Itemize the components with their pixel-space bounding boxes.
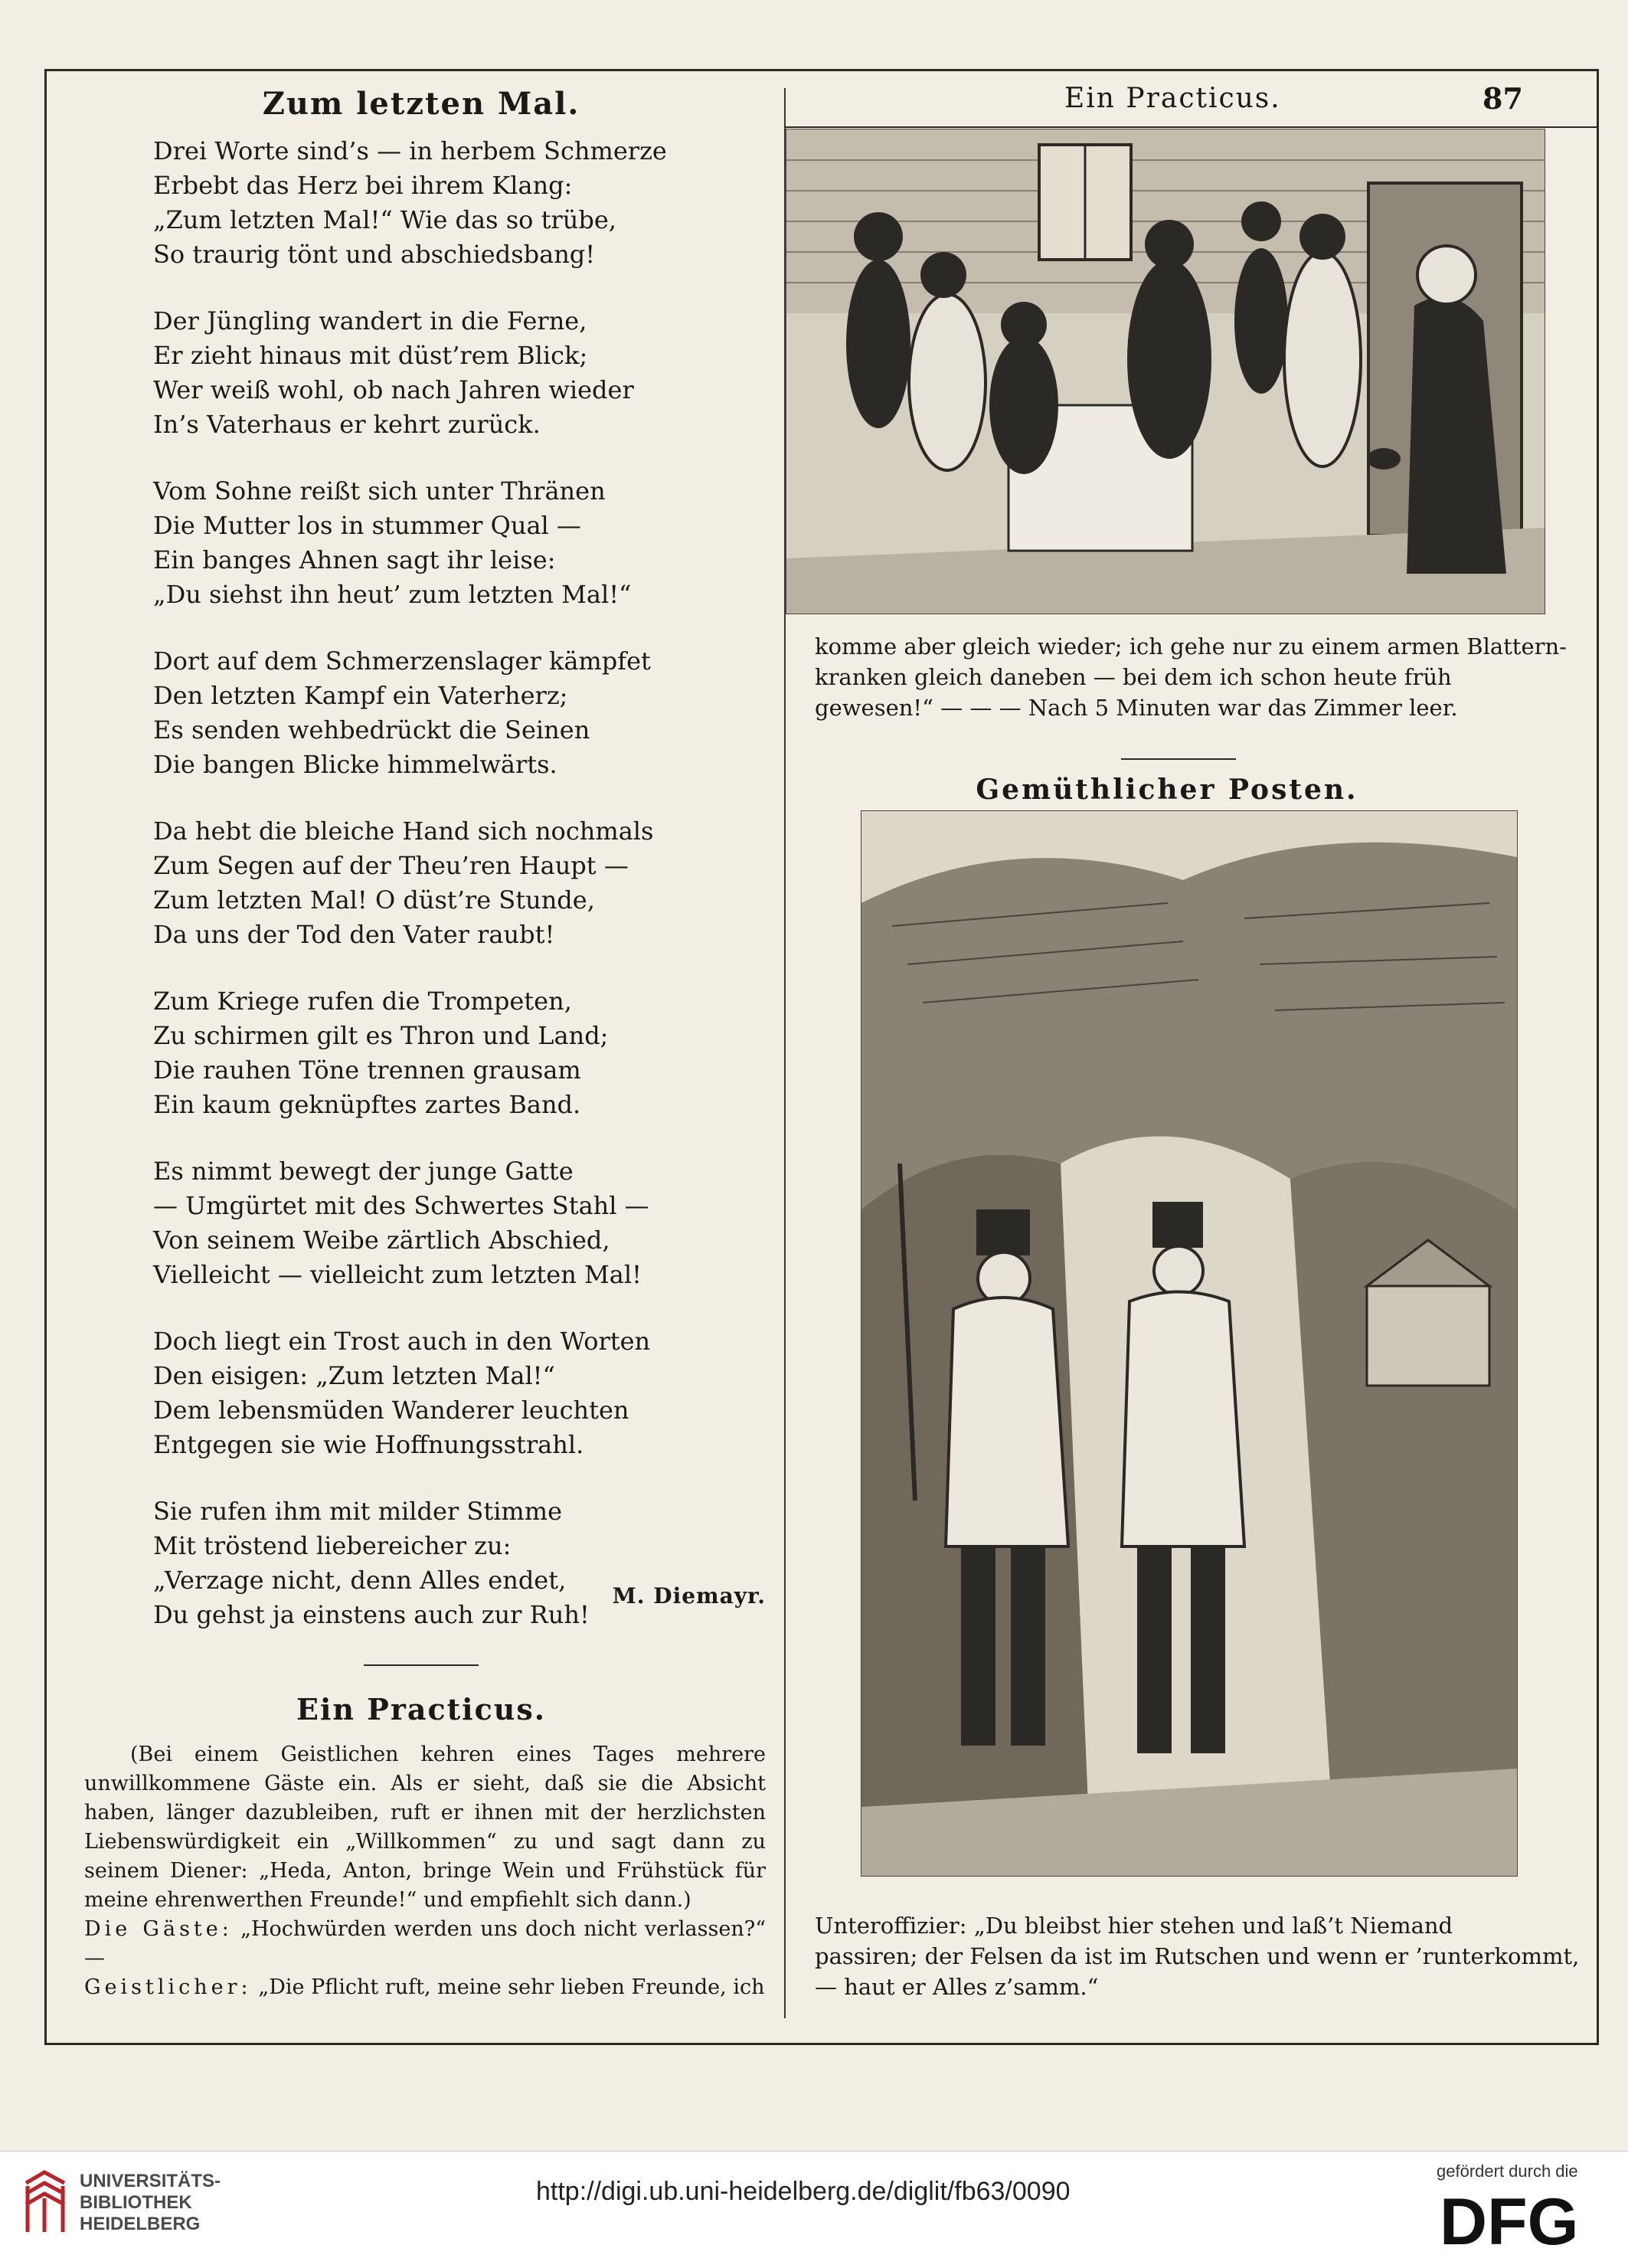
woodcut-soldiers-rock <box>861 811 1517 1876</box>
caption-line: passiren; der Felsen da ist im Rutschen und wenn er ’runterkommt, <box>815 1943 1580 1969</box>
speaker-label: Die Gäste: <box>84 1917 233 1941</box>
illustration-practicus <box>786 129 1545 614</box>
poem-line: Zum Segen auf der Theu’ren Haupt — <box>153 851 629 880</box>
permalink-url[interactable]: http://digi.ub.uni-heidelberg.de/diglit/fb63/0090 <box>536 2177 1071 2206</box>
speech-text: „Hochwürden werden uns doch nicht verlassen?“ — <box>84 1917 766 1970</box>
university-library-logo-icon <box>21 2168 69 2237</box>
continuation-line: gewesen!“ — — — Nach 5 Minuten war das Zimmer leer. <box>815 695 1458 721</box>
poem-line: Zu schirmen gilt es Thron und Land; <box>153 1021 609 1050</box>
poem-line: Ein banges Ahnen sagt ihr leise: <box>153 545 556 574</box>
poem-line: Zum Kriege rufen die Trompeten, <box>153 987 572 1016</box>
poem-line: So traurig tönt und abschiedsbang! <box>153 240 596 269</box>
poem-line: Die bangen Blicke himmelwärts. <box>153 750 557 779</box>
practicus-dialogue-1 <box>84 1915 766 1973</box>
poem-line: Vielleicht — vielleicht zum letzten Mal! <box>153 1260 642 1289</box>
poem-stanza-6 <box>153 984 766 1122</box>
poem-line: Sie rufen ihm mit milder Stimme <box>153 1497 563 1526</box>
funder-name: DFG <box>1440 2188 1579 2250</box>
practicus-intro: (Bei einem Geistlichen kehren eines Tages mehrere unwillkommene Gäste ein. Als er sieht, daß sie die Absicht haben, länger dazubleiben, ruft er ihnen mit der herzlichsten Liebenswürdigkeit ein „Willkommen“ zu und sagt dann zu seinem Diener: „Heda, Anton, bringe Wein und Frühstück für meine ehrenwerthen Freunde!“ und empfiehlt sich dann.) <box>84 1743 766 1912</box>
uni-name-line: UNIVERSITÄTS- <box>80 2171 221 2191</box>
section-divider <box>1121 758 1236 760</box>
poem-line: Die rauhen Töne trennen grausam <box>153 1055 581 1085</box>
uni-name-line: HEIDELBERG <box>80 2214 201 2234</box>
poem-line: Vom Sohne reißt sich unter Thränen <box>153 476 606 506</box>
poem-stanza-4 <box>153 644 766 782</box>
university-library-name <box>80 2171 221 2235</box>
footer-bar <box>0 2151 1628 2268</box>
poem-line: Der Jüngling wandert in die Ferne, <box>153 306 587 335</box>
funded-by-label: gefördert durch die <box>1437 2162 1578 2181</box>
poem-line: Dort auf dem Schmerzenslager kämpfet <box>153 646 651 676</box>
caption-line: — haut er Alles z’samm.“ <box>815 1974 1099 2000</box>
woodcut-guests-scene <box>786 129 1545 614</box>
poem-line: Da uns der Tod den Vater raubt! <box>153 920 555 949</box>
practicus-text <box>84 1740 766 2002</box>
poem-line: „Zum letzten Mal!“ Wie das so trübe, <box>153 205 616 234</box>
poem-stanza-2 <box>153 304 766 442</box>
posten-title: Gemüthlicher Posten. <box>976 774 1358 806</box>
left-column <box>77 77 766 2002</box>
poem-line: Doch liegt ein Trost auch in den Worten <box>153 1327 651 1356</box>
running-title: Ein Practicus. <box>1064 83 1281 114</box>
continuation-line: kranken gleich daneben — bei dem ich schon heute früh <box>815 664 1452 690</box>
poem-stanza-1 <box>153 134 766 272</box>
caption-line: Unteroffizier: „Du bleibst hier stehen und laß’t Niemand <box>815 1913 1453 1939</box>
poem-line: Den eisigen: „Zum letzten Mal!“ <box>153 1361 555 1390</box>
poem-stanza-5 <box>153 814 766 952</box>
posten-caption <box>815 1910 1580 2002</box>
poem-line: Drei Worte sind’s — in herbem Schmerze <box>153 136 667 165</box>
poem-line: Erbebt das Herz bei ihrem Klang: <box>153 171 573 200</box>
speech-text: „Die Pflicht ruft, meine sehr lieben Freunde, ich <box>258 1975 765 1999</box>
illustration-posten <box>861 810 1518 1877</box>
poem-line: Da hebt die bleiche Hand sich nochmals <box>153 817 654 846</box>
poem-stanza-9 <box>153 1494 766 1632</box>
poem-line: Den letzten Kampf ein Vaterherz; <box>153 681 568 710</box>
poem-stanza-7 <box>153 1154 766 1292</box>
poem-stanza-8 <box>153 1324 766 1462</box>
dfg-logo-icon <box>1440 2188 1603 2250</box>
page-number: 87 <box>1483 81 1523 116</box>
poem-line: Du gehst ja einstens auch zur Ruh! <box>153 1600 590 1629</box>
header-rule <box>784 126 1598 128</box>
poem-line: „Du siehst ihn heut’ zum letzten Mal!“ <box>153 580 632 609</box>
practicus-dialogue-2 <box>84 1973 766 2002</box>
poem-line: Es nimmt bewegt der junge Gatte <box>153 1157 574 1186</box>
poem-line: In’s Vaterhaus er kehrt zurück. <box>153 410 541 439</box>
poem-line: „Verzage nicht, denn Alles endet, <box>153 1566 567 1595</box>
poem-line: Zum letzten Mal! O düst’re Stunde, <box>153 885 595 915</box>
poem-line: Wer weiß wohl, ob nach Jahren wieder <box>153 375 634 404</box>
section-divider <box>364 1664 479 1666</box>
poem-line: Von seinem Weibe zärtlich Abschied, <box>153 1226 610 1255</box>
poem-line: Ein kaum geknüpftes zartes Band. <box>153 1090 581 1119</box>
poem-line: Dem lebensmüden Wanderer leuchten <box>153 1396 629 1425</box>
uni-name-line: BIBLIOTHEK <box>80 2192 192 2213</box>
poem-title: Zum letzten Mal. <box>262 86 580 122</box>
poem-line: Mit tröstend liebereicher zu: <box>153 1531 512 1560</box>
practicus-title: Ein Practicus. <box>296 1692 546 1726</box>
practicus-continuation <box>815 631 1567 723</box>
poem-author: M. Diemayr. <box>612 1583 766 1609</box>
speaker-label: Geistlicher: <box>84 1975 252 1999</box>
poem-line: Die Mutter los in stummer Qual — <box>153 511 581 540</box>
poem-line: Es senden wehbedrückt die Seinen <box>153 715 590 745</box>
continuation-line: komme aber gleich wieder; ich gehe nur zu einem armen Blattern- <box>815 633 1567 659</box>
poem-line: — Umgürtet mit des Schwertes Stahl — <box>153 1191 649 1220</box>
poem-line: Entgegen sie wie Hoffnungsstrahl. <box>153 1430 584 1459</box>
poem-line: Er zieht hinaus mit düst’rem Blick; <box>153 341 588 370</box>
poem-stanza-3 <box>153 474 766 612</box>
